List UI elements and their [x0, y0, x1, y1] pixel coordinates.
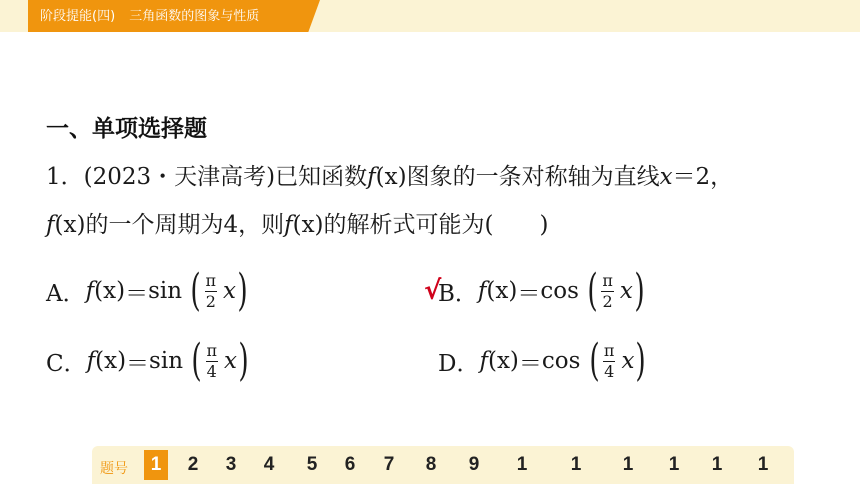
trig-function: sin	[149, 348, 184, 374]
function-arg: (x)	[94, 278, 126, 304]
question-number-button[interactable]: 3	[225, 454, 237, 475]
question-number-button[interactable]: 1	[516, 454, 528, 475]
question-line2-end: 的解析式可能为( )	[323, 212, 549, 238]
option-letter: D．	[438, 350, 480, 377]
fraction-denominator: 2	[205, 291, 216, 311]
option-letter: B．	[438, 280, 478, 307]
fraction-denominator: 2	[602, 291, 613, 311]
trig-function: cos	[540, 278, 579, 304]
header-tab-margin	[0, 0, 28, 32]
trig-function: sin	[148, 278, 183, 304]
fraction-numerator: π	[205, 270, 217, 290]
header-topic: 三角函数的图象与性质	[129, 9, 260, 24]
option-c[interactable]	[46, 336, 250, 386]
header-stage: 阶段提能(四)	[40, 9, 116, 24]
variable-x: x	[224, 348, 238, 374]
question-mid: 图象的一条对称轴为直线	[406, 164, 660, 190]
question-line1-end: ＝2，	[672, 164, 734, 190]
question-number-button[interactable]: 1	[144, 450, 168, 480]
equals-sign: ＝	[517, 280, 541, 307]
option-letter: A．	[46, 280, 86, 307]
question-prefix: 1．(2023・天津高考)已知函数	[46, 164, 368, 190]
fraction-denominator: 4	[206, 361, 217, 381]
right-paren: )	[238, 335, 249, 386]
question-navigator	[92, 446, 794, 484]
question-number-button[interactable]: 8	[425, 454, 437, 475]
function-arg: (x)	[95, 348, 127, 374]
question-line2-mid: 的一个周期为4，则	[85, 212, 285, 238]
question-number-button[interactable]: 4	[263, 454, 275, 475]
left-paren: (	[589, 335, 600, 386]
fraction	[205, 270, 218, 311]
question-number-button[interactable]: 6	[344, 454, 356, 475]
question-number-button[interactable]: 5	[306, 454, 318, 475]
variable-x: x	[659, 164, 673, 190]
equals-sign: ＝	[126, 350, 150, 377]
right-paren: )	[237, 265, 248, 316]
question-number-button[interactable]: 9	[468, 454, 480, 475]
correct-check-icon: √	[424, 276, 442, 306]
right-paren: )	[635, 335, 647, 386]
function-arg: (x)	[292, 212, 324, 238]
question-line-2	[46, 206, 548, 239]
header-title	[40, 0, 269, 32]
question-number-button[interactable]: 1	[622, 454, 634, 475]
trig-function: cos	[541, 348, 581, 374]
equals-sign: ＝	[518, 350, 542, 377]
question-number-button[interactable]: 2	[187, 454, 199, 475]
question-number-button[interactable]: 7	[383, 454, 395, 475]
question-line-1	[46, 158, 733, 191]
question-number-button[interactable]: 1	[668, 454, 680, 475]
fraction	[603, 340, 616, 381]
variable-x: x	[621, 348, 635, 374]
function-arg: (x)	[487, 348, 519, 374]
function-name: f	[85, 278, 95, 304]
question-number-button[interactable]: 1	[757, 454, 769, 475]
function-name: f	[479, 348, 488, 374]
function-arg: (x)	[375, 164, 407, 190]
function-name: f	[477, 278, 487, 304]
variable-x: x	[619, 278, 633, 304]
function-arg: (x)	[54, 212, 86, 238]
right-paren: )	[634, 265, 645, 316]
left-paren: (	[190, 265, 202, 316]
variable-x: x	[223, 278, 237, 304]
function-name: f	[46, 212, 55, 238]
function-name: f	[284, 212, 293, 238]
option-b[interactable]	[438, 266, 646, 316]
fraction-numerator: π	[603, 340, 615, 360]
function-name: f	[86, 348, 96, 374]
left-paren: (	[587, 265, 598, 316]
option-letter: C．	[46, 350, 87, 377]
option-d[interactable]	[438, 336, 648, 386]
fraction	[206, 340, 219, 381]
fraction-numerator: π	[602, 270, 613, 290]
section-heading: 一、单项选择题	[46, 116, 207, 142]
question-number-button[interactable]: 1	[570, 454, 582, 475]
left-paren: (	[191, 335, 203, 386]
option-a[interactable]	[46, 266, 249, 316]
question-number-button[interactable]: 1	[711, 454, 723, 475]
fraction-numerator: π	[206, 340, 218, 360]
equals-sign: ＝	[125, 280, 149, 307]
fraction-denominator: 4	[604, 361, 615, 381]
fraction	[601, 270, 614, 311]
navigator-label: 题号	[100, 461, 128, 477]
function-arg: (x)	[486, 278, 518, 304]
function-name: f	[367, 164, 376, 190]
